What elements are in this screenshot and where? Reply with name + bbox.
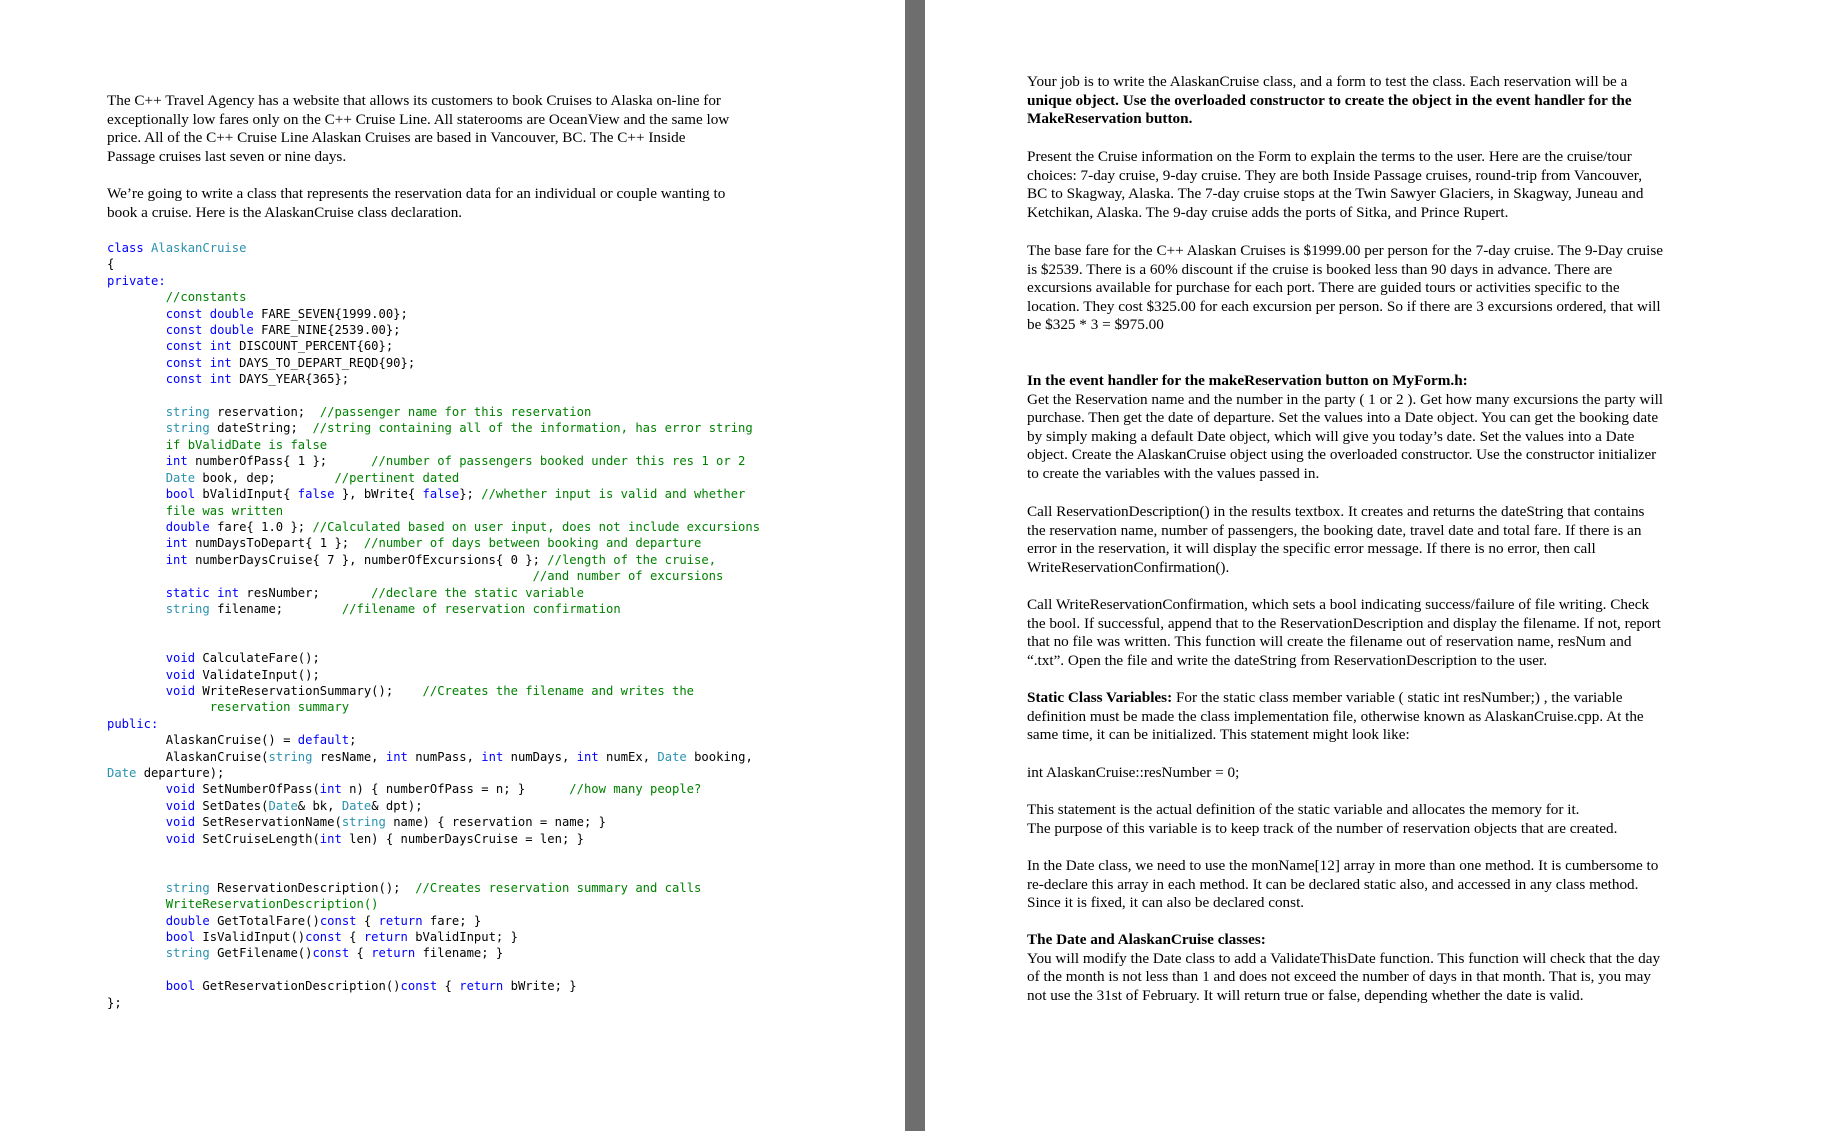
code-token: GetReservationDescription() [202,979,401,994]
text-line: Since it is fixed, it can also be declared const. [1027,894,1305,912]
text-line: int AlaskanCruise::resNumber = 0; [1027,764,1240,781]
code-line [107,307,408,321]
write-confirmation-paragraph [1027,596,1661,670]
text-line: error in the reservation, it will display the specific error message. If there is no error, then call [1027,540,1596,558]
code-token: int [165,552,196,567]
text-line: definition must be made the class implementation file, otherwise known as AlaskanCruise.cpp. At the [1027,707,1644,725]
text-line: book a cruise. Here is the AlaskanCruise class declaration. [107,203,463,221]
class-intro-paragraph [107,185,725,222]
code-token: }; [107,995,122,1010]
code-token: int [319,782,350,797]
classes-paragraph [1027,931,1660,1005]
code-token [107,750,166,764]
code-token: fare; } [429,913,482,928]
code-token: DISCOUNT_PERCENT{60}; [239,339,394,354]
code-line [107,520,760,534]
code-token: return [459,979,511,994]
text-line: excursions available for purchase for each port. There are guided tours or activities specific to the [1027,279,1620,297]
code-token: private: [107,273,166,288]
code-token: int [385,749,416,764]
code-token: resName, [319,749,386,764]
code-token [107,487,166,501]
page-gutter [905,0,925,1131]
code-token: numEx, [606,749,658,764]
text-line: of the month is not less than 1 and does not exceed the number of days in that month. That is, you may [1027,968,1651,986]
code-token [107,733,166,747]
code-token [107,553,166,567]
code-token: //Calculated based on user input, does not include excursions [312,519,761,534]
code-line [107,241,246,255]
text-line: Present the Cruise information on the Form to explain the terms to the user. Here are the cruise/tour [1027,148,1632,165]
code-line [107,946,503,960]
code-line [107,553,716,567]
code-token: bool [165,979,203,994]
code-line [107,323,401,337]
code-line [107,257,114,271]
code-token [107,520,166,534]
code-token: bValidInput; } [415,930,518,945]
code-token: SetNumberOfPass( [202,782,320,797]
code-token [107,356,166,370]
code-token: if bValidDate is false [165,437,328,452]
code-token: len) { numberDaysCruise = len; } [349,831,584,846]
code-line [107,536,701,550]
text-line: choices: 7-day cruise, 9-day cruise. They are both Inside Passage cruises, round-trip from Vancouver, [1027,166,1642,184]
code-token: SetReservationName( [202,815,342,830]
code-token: reservation summary [209,700,350,715]
code-line [107,766,224,780]
code-token: GetTotalFare() [217,913,320,928]
code-token: departure); [143,766,225,780]
text-line: Passage cruises last seven or nine days. [107,147,347,165]
text-line: location. They cost $325.00 for each excursion per person. So if there are 3 excursions ordered, that will [1027,297,1661,315]
code-token: return [363,930,416,945]
text-line: BC to Skagway, Alaska. The 7-day cruise stops at the Twin Sawyer Glaciers, in Skagway, Juneau and [1027,185,1644,203]
text-line: unique object. Use the overloaded constructor to create the object in the event handler for the [1027,91,1632,109]
code-token: static int [165,585,247,600]
code-token: int [165,536,196,551]
code-token: filename; [217,601,342,616]
text-line: purchase. Then get the date of departure. Set the values into a Date object. You can get the booking date [1027,409,1659,427]
code-line [107,717,158,731]
code-token [107,897,166,911]
text-line: be $325 * 3 = $975.00 [1027,316,1164,334]
code-token: SetDates( [202,798,269,813]
text-line: by simply making a default Date object, which will give you today’s date. Set the values into a Date [1027,427,1635,445]
text-line: re-declare this array in each method. It can be declared static also, and accessed in any class method. [1027,875,1639,893]
code-token [107,323,166,337]
code-token: SetCruiseLength( [202,831,320,846]
code-token: double [165,519,218,534]
code-line [107,668,320,682]
code-token: //declare the static variable [371,585,584,600]
code-line [107,733,357,747]
code-token [107,307,166,321]
code-token: { [349,930,364,945]
code-token [107,454,166,468]
code-token [107,536,166,550]
code-token: Date [165,470,203,485]
text-line: to create the variables with the values passed in. [1027,464,1320,482]
code-token: const [312,946,357,961]
code-line [107,405,591,419]
code-token [107,602,166,616]
text-line: The base fare for the C++ Alaskan Cruises is $1999.00 per person for the 7-day cruise. The 9-Day cruise [1027,242,1663,259]
code-token: double [165,913,218,928]
code-token [107,372,166,386]
code-token: }; [459,487,482,502]
code-token: //string containing all of the information, has error string [312,421,753,436]
code-token: class [107,241,152,255]
code-token: numberDaysCruise{ 7 }, numberOfExcursions{ 0 }; [195,552,548,567]
code-token: //constants [165,290,247,305]
code-line [107,569,723,583]
code-token: DAYS_YEAR{365}; [239,372,350,387]
code-token: filename; } [422,946,504,961]
code-line [107,684,694,698]
code-token: ReservationDescription(); [217,880,416,895]
code-token: const int [165,339,240,354]
code-line [107,438,327,452]
code-line [107,881,701,895]
code-line [107,799,423,813]
code-token: & bk, [297,798,342,813]
code-token: int [165,454,196,469]
section-heading: In the event handler for the makeReservation button on MyForm.h: [1027,372,1468,389]
code-token [107,979,166,993]
code-token: void [165,651,203,666]
code-token: AlaskanCruise() = [165,733,298,748]
code-token: IsValidInput() [202,930,306,945]
code-line [107,274,166,288]
code-token [107,438,166,452]
code-token: false [422,487,460,502]
code-token: //Creates the filename and writes the [422,683,695,698]
code-token: void [165,667,203,682]
code-token: string [165,601,218,616]
code-line [107,339,393,353]
code-token: //filename of reservation confirmation [341,601,621,616]
code-token: public: [107,716,159,731]
code-token [107,339,166,353]
code-token: string [341,815,394,830]
code-token: //length of the cruise, [547,552,717,567]
code-token: FARE_SEVEN{1999.00}; [261,306,408,321]
code-token: WriteReservationSummary(); [202,683,423,698]
code-token: { [107,257,115,272]
code-token: //passenger name for this reservation [319,405,592,420]
text-line: MakeReservation button. [1027,110,1193,128]
code-token [107,471,166,485]
code-line [107,651,320,665]
text-line: the reservation name, number of passengers, the booking date, travel date and total fare. If there is an [1027,521,1642,539]
code-token: CalculateFare(); [202,651,320,666]
code-line [107,356,415,370]
fare-paragraph [1027,242,1663,335]
code-token: n) { numberOfPass = n; } [349,782,570,797]
text-line: that no file was written. This function will create the filename out of reservation name, resNum and [1027,633,1632,651]
code-token [107,684,166,698]
event-handler-paragraph [1027,372,1663,484]
code-line [107,487,745,501]
text-line: You will modify the Date class to add a ValidateThisDate function. This function will check that the day [1027,949,1661,967]
code-token: return [371,946,423,961]
code-token: fare{ 1.0 }; [217,519,313,534]
code-token [107,405,166,419]
code-token: string [165,421,218,436]
code-line [107,700,349,714]
text-line: WriteReservationConfirmation(). [1027,558,1230,576]
code-token: //and number of excursions [532,569,724,584]
code-token: int [576,749,607,764]
code-token: const int [165,372,240,387]
code-line [107,782,701,796]
code-token: numDaysToDepart{ 1 }; [195,536,364,551]
code-token: void [165,782,203,797]
code-token: string [268,749,320,764]
code-token: WriteReservationDescription() [165,897,379,912]
code-token [107,290,166,304]
code-token [107,930,166,944]
code-token: const [319,913,364,928]
code-token: const [400,979,445,994]
code-token: false [297,487,342,502]
code-token [107,815,166,829]
code-line [107,586,584,600]
date-class-paragraph [1027,857,1658,913]
text-line: For the static class member variable ( static int resNumber;) , the variable [1172,689,1623,706]
code-token: bWrite; } [510,979,577,994]
code-token: void [165,831,203,846]
text-line: exceptionally low fares only on the C++ Cruise Line. All staterooms are OceanView and the same low [107,110,730,128]
text-line: is $2539. There is a 60% discount if the cruise is booked less than 90 days in advance. There are [1027,260,1613,278]
code-token [107,421,166,435]
code-token: bValidInput{ [202,487,298,502]
code-token: GetFilename() [217,946,313,961]
code-line [107,454,745,468]
text-line: This statement is the actual definition of the static variable and allocates the memory for it. [1027,801,1580,818]
code-token: dateString; [217,421,313,436]
code-token [107,668,166,682]
code-token: resNumber; [246,585,372,600]
code-token: ; [349,733,357,748]
code-token: return [378,913,430,928]
code-token: { [363,913,379,928]
code-token: string [165,880,218,895]
code-token: void [165,683,203,698]
text-line: Your job is to write the AlaskanCruise class, and a form to test the class. Each reservation will be a [1027,73,1628,90]
code-token [107,799,166,813]
code-line [107,996,122,1010]
code-token: { [444,979,460,994]
text-line: “.txt”. Open the file and write the dateString from ReservationDescription to the user. [1027,651,1548,669]
code-token: }, bWrite{ [341,487,423,502]
code-token [107,569,533,583]
text-line: same time, it can be initialized. This statement might look like: [1027,726,1410,744]
code-token: FARE_NINE{2539.00}; [261,323,401,338]
code-token: default [297,733,350,748]
code-token: numDays, [510,749,577,764]
code-token: reservation; [217,405,320,420]
code-token: ValidateInput(); [202,667,320,682]
code-token: Date [657,749,695,764]
code-line [107,421,753,435]
code-token [107,651,166,665]
text-line: price. All of the C++ Cruise Line Alaskan Cruises are based in Vancouver, BC. The C++ Inside [107,129,686,147]
code-token: file was written [165,503,284,518]
code-token: AlaskanCruise [151,241,247,255]
static-definition-example [1027,764,1239,783]
code-token: bool [165,930,203,945]
code-token: int [481,749,511,764]
code-token: Date [107,766,144,780]
text-line: Get the Reservation name and the number in the party ( 1 or 2 ). Get how many excursions the party will [1027,390,1664,408]
code-line [107,602,621,616]
code-token [107,782,166,796]
code-line [107,897,379,911]
code-token: const [305,930,350,945]
text-line: Ketchikan, Alaska. The 9-day cruise adds the ports of Sitka, and Prince Rupert. [1027,203,1509,221]
text-line: Call ReservationDescription() in the results textbox. It creates and returns the dateString that contains [1027,503,1645,520]
text-line: In the Date class, we need to use the monName[12] array in more than one method. It is cumbersome to [1027,857,1659,874]
code-token: booking, [694,749,753,764]
code-token: //Creates reservation summary and calls [415,880,702,895]
static-explanation-paragraph [1027,801,1617,838]
code-token: name) { reservation = name; } [393,815,606,830]
code-token: & dpt); [371,798,423,813]
code-token: const int [165,355,240,370]
section-heading: The Date and AlaskanCruise classes: [1027,931,1266,948]
static-variables-heading: Static Class Variables: [1027,689,1173,706]
text-line: We’re going to write a class that represents the reservation data for an individual or couple wanting to [107,185,726,202]
intro-paragraph [107,92,729,166]
code-token: Date [341,798,372,813]
code-token: void [165,798,203,813]
code-line [107,979,577,993]
code-token: Date [268,798,298,813]
code-line [107,372,349,386]
code-token: string [165,946,218,961]
right-page [925,0,1821,1131]
code-token: DAYS_TO_DEPART_REQD{90}; [239,355,416,370]
code-token: const double [165,306,262,321]
code-token [107,946,166,960]
code-token [107,586,166,600]
code-line [107,930,518,944]
code-token: //number of passengers booked under this res 1 or 2 [371,454,746,469]
code-token [107,700,210,714]
code-line [107,290,246,304]
code-line [107,471,459,485]
code-line [107,750,753,764]
code-line [107,504,283,518]
code-token: //how many people? [569,782,702,797]
code-token: numberOfPass{ 1 }; [195,454,372,469]
text-line: the bool. If successful, append that to the ReservationDescription and display the filename. If not, report [1027,614,1661,632]
reservation-description-paragraph [1027,503,1644,577]
static-variables-paragraph [1027,689,1644,745]
text-line: The purpose of this variable is to keep track of the number of reservation objects that are created. [1027,819,1618,837]
cruise-info-paragraph [1027,148,1643,222]
text-line: The C++ Travel Agency has a website that allows its customers to book Cruises to Alaska on-line for [107,92,721,109]
text-line: not use the 31st of February. It will return true or false, depending whether the date is valid. [1027,986,1584,1004]
job-paragraph [1027,73,1632,129]
code-token: AlaskanCruise( [165,749,269,764]
code-token: const double [165,323,262,338]
left-page [0,0,905,1131]
code-token: void [165,815,203,830]
class-declaration-code [107,240,760,1011]
code-token: book, dep; [202,470,335,485]
code-token: string [165,405,218,420]
code-token: //whether input is valid and whether [481,487,746,502]
code-token: int [319,831,350,846]
code-token [107,832,166,846]
code-line [107,832,584,846]
text-line: Call WriteReservationConfirmation, which sets a bool indicating success/failure of file writing. Check [1027,596,1650,613]
code-line [107,914,481,928]
code-token [107,914,166,928]
code-token: numPass, [415,749,482,764]
code-token [107,504,166,518]
code-token: //number of days between booking and departure [363,536,702,551]
text-line: object. Create the AlaskanCruise object using the overloaded constructor. Use the constructor initializer [1027,446,1657,464]
code-line [107,815,606,829]
code-token: bool [165,487,203,502]
code-token: { [356,946,372,961]
code-token [107,881,166,895]
code-token: //pertinent dated [334,470,460,485]
